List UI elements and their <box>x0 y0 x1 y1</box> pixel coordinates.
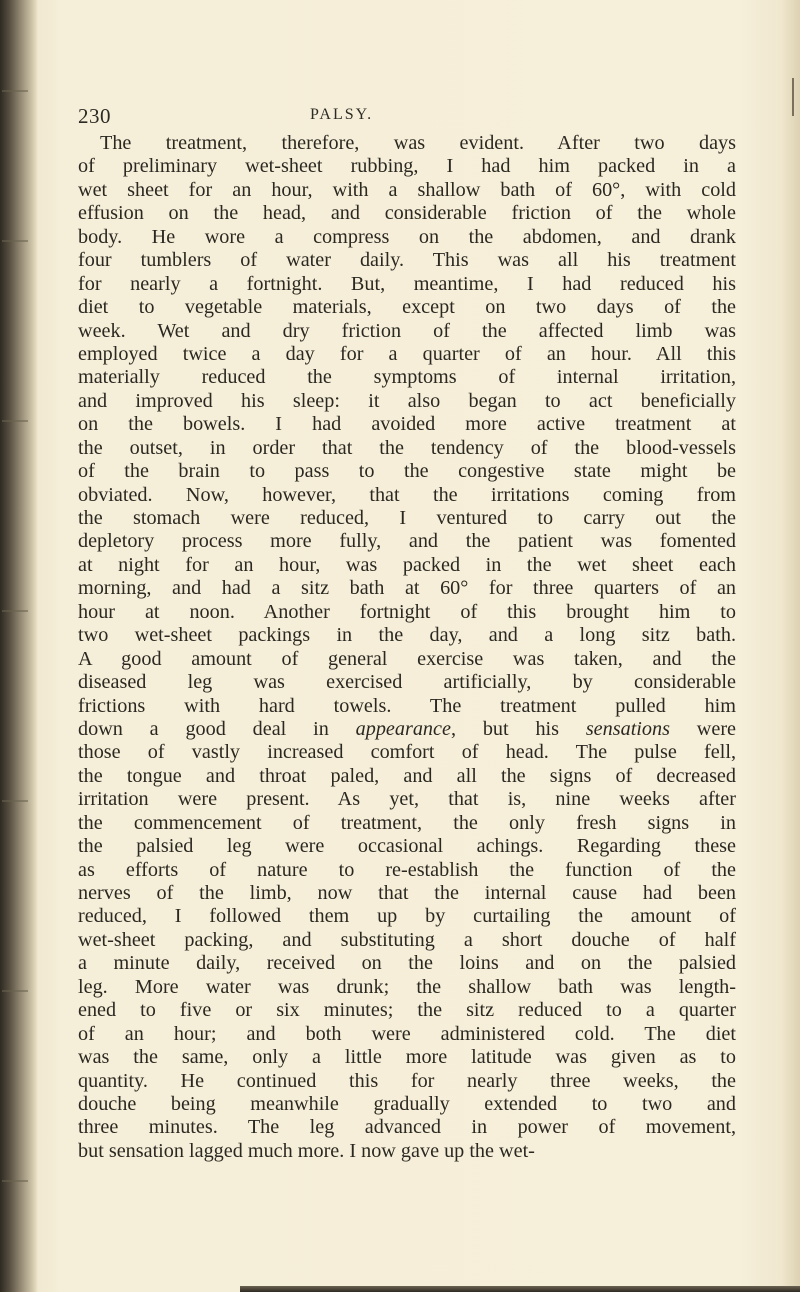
text-line: three minutes. The leg advanced in power of movement, <box>78 1116 736 1139</box>
text-line: a minute daily, received on the loins and on the palsied <box>78 952 736 975</box>
text-line: as efforts of nature to re-establish the function of the <box>78 858 736 881</box>
text-line: of preliminary wet-sheet rubbing, I had him packed in a <box>78 155 736 178</box>
bottom-edge-shadow <box>240 1286 800 1292</box>
binding-gutter <box>0 0 38 1292</box>
page-header <box>78 104 738 128</box>
page-edge-shadow <box>782 0 800 1292</box>
text-line: down a good deal in appearance, but his sensations were <box>78 717 736 740</box>
text-line: materially reduced the symptoms of internal irritation, <box>78 366 736 389</box>
text-line: the palsied leg were occasional achings. Regarding these <box>78 835 736 858</box>
gutter-mark <box>2 1180 28 1182</box>
text-line: employed twice a day for a quarter of an hour. All this <box>78 342 736 365</box>
text-line: of an hour; and both were administered cold. The diet <box>78 1022 736 1045</box>
gutter-mark <box>2 240 28 242</box>
text-line: leg. More water was drunk; the shallow bath was length- <box>78 975 736 998</box>
gutter-mark <box>2 990 28 992</box>
text-line: The treatment, therefore, was evident. After two days <box>100 132 736 154</box>
page-number: 230 <box>78 104 111 128</box>
text-line: the outset, in order that the tendency of the blood-vessels <box>78 436 736 459</box>
gutter-mark <box>2 90 28 92</box>
text-line: the stomach were reduced, I ventured to carry out the <box>78 507 736 529</box>
text-line: effusion on the head, and considerable friction of the whole <box>78 202 736 225</box>
text-line: diseased leg was exercised artificially, by considerable <box>78 671 736 694</box>
text-line: four tumblers of water daily. This was all his treatment <box>78 249 736 272</box>
text-line: morning, and had a sitz bath at 60° for three quarters of an <box>78 577 736 600</box>
text-line: hour at noon. Another fortnight of this brought him to <box>78 600 736 623</box>
text-line: douche being meanwhile gradually extended to two and <box>78 1092 736 1115</box>
text-line: obviated. Now, however, that the irritations coming from <box>78 483 736 506</box>
text-line: two wet-sheet packings in the day, and a long sitz bath. <box>78 624 736 647</box>
gutter-mark <box>2 800 28 802</box>
text-line: on the bowels. I had avoided more active treatment at <box>78 413 736 436</box>
text-line: those of vastly increased comfort of head. The pulse fell, <box>78 741 736 764</box>
body-text <box>78 132 736 1163</box>
text-line: depletory process more fully, and the patient was fomented <box>78 530 736 553</box>
text-line: and improved his sleep: it also began to act beneficially <box>78 389 736 412</box>
text-line: irritation were present. As yet, that is, nine weeks after <box>78 788 736 811</box>
text-line: week. Wet and dry friction of the affected limb was <box>78 319 736 342</box>
text-line: for nearly a fortnight. But, meantime, I had reduced his <box>78 272 736 295</box>
text-line: diet to vegetable materials, except on two days of the <box>78 296 736 319</box>
text-line: at night for an hour, was packed in the wet sheet each <box>78 553 736 576</box>
page-edge-mark <box>792 78 794 116</box>
text-line: wet sheet for an hour, with a shallow bath of 60°, with cold <box>78 178 736 201</box>
text-line: quantity. He continued this for nearly three weeks, the <box>78 1069 736 1092</box>
text-line: nerves of the limb, now that the internal cause had been <box>78 882 736 904</box>
text-line: frictions with hard towels. The treatment pulled him <box>78 694 736 717</box>
text-line: was the same, only a little more latitude was given as to <box>78 1046 736 1069</box>
text-line: of the brain to pass to the congestive state might be <box>78 460 736 483</box>
text-line: ened to five or six minutes; the sitz reduced to a quarter <box>78 999 736 1022</box>
text-line: reduced, I followed them up by curtailing the amount of <box>78 905 736 928</box>
text-line: A good amount of general exercise was taken, and the <box>78 647 736 670</box>
gutter-mark <box>2 610 28 612</box>
text-line: body. He wore a compress on the abdomen, and drank <box>78 225 736 248</box>
running-head: PALSY. <box>310 106 374 123</box>
text-line: but sensation lagged much more. I now gave up the wet- <box>78 1139 535 1162</box>
text-line: wet-sheet packing, and substituting a short douche of half <box>78 928 736 951</box>
text-line: the tongue and throat paled, and all the signs of decreased <box>78 764 736 787</box>
gutter-mark <box>2 420 28 422</box>
text-line: the commencement of treatment, the only fresh signs in <box>78 811 736 834</box>
